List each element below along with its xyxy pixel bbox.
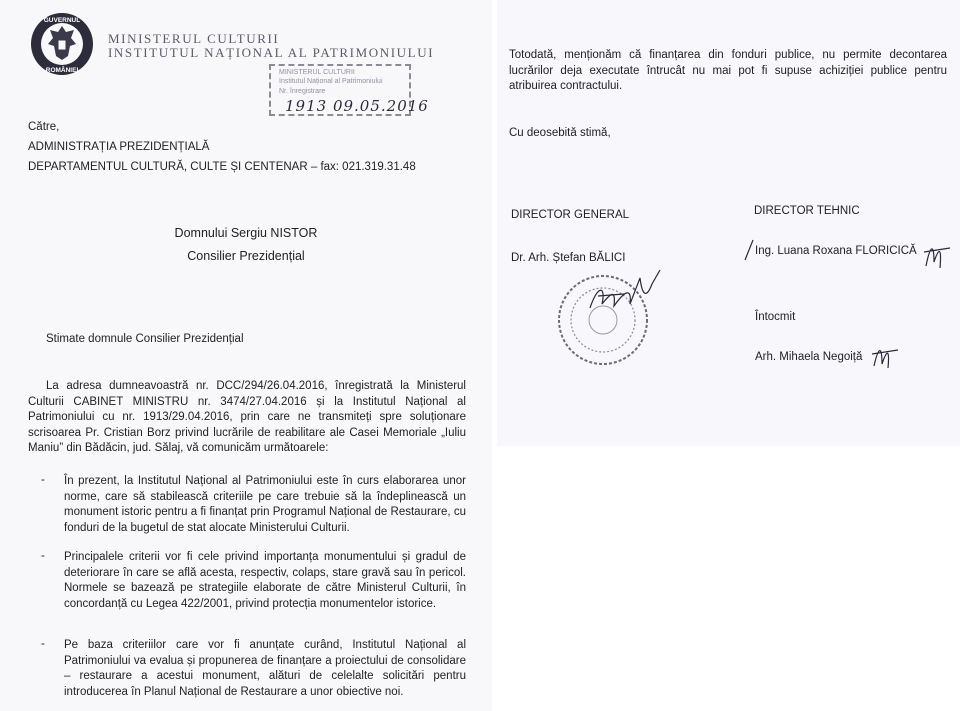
- addressee-name: Domnului Sergiu NISTOR: [174, 226, 318, 240]
- stamp-handwritten-number: 1913 09.05.2016: [285, 97, 429, 115]
- emblem-top-text: GUVERNUL: [43, 17, 81, 24]
- ministry-line-1: MINISTERUL CULTURII: [108, 31, 280, 46]
- salutation: Stimate domnule Consilier Prezidențial: [46, 333, 244, 345]
- continuation-paragraph: Totodată, menționăm că finanțarea din fonduri publice, nu permite decontarea lucrărilor deja executate întrucât nu mai pot fi supuse achiziției publice pentru atribuirea contractului.: [509, 49, 947, 93]
- ministry-line-2: INSTITUTUL NAȚIONAL AL PATRIMONIULUI: [108, 45, 435, 60]
- intocmit-label: Întocmit: [755, 311, 796, 323]
- director-tehnic-title: DIRECTOR TEHNIC: [754, 205, 860, 217]
- intocmit-name: Arh. Mihaela Negoiță: [755, 351, 863, 363]
- emblem-bottom-text: ROMÂNIEI: [45, 67, 79, 74]
- director-tehnic-name: Ing. Luana Roxana FLORICICĂ: [755, 245, 917, 257]
- director-general-name: Dr. Arh. Ștefan BĂLICI: [511, 252, 626, 264]
- bullet-item-2: Principalele criterii vor fi cele privind importanța monumentului și gradul de deteriorare în care se află acesta, respectiv, colaps, stare gravă sau în pericol. Normele se bazează pe strategiile elaborate de către Ministerul Culturii, în concordanță cu Legea 422/2001, privind protecția monumentelor istorice.: [64, 551, 466, 610]
- intocmit-initials-icon: [868, 340, 902, 372]
- director-tehnic-initials-icon: [920, 236, 954, 272]
- intro-paragraph: La adresa dumneavoastră nr. DCC/294/26.04.2016, înregistrată la Ministerul Culturii CABINET MINISTRU nr. 3474/27.04.2016 și la Institutul Național al Patrimoniului cu nr. 1913/29.04.2016, prin care ne transmiteți spre soluționare scrisoarea Pr. Cristian Borz privind lucrările de reabilitare ale Casei Memoriale „Iuliu Maniu” din Bădăcin, jud. Sălaj, vă comunicăm următoarele:: [28, 380, 466, 455]
- director-general-title: DIRECTOR GENERAL: [511, 209, 630, 221]
- bullet-item-1: În prezent, la Institutul Național al Patrimoniului este în curs elaborarea unor norme, care să stabilească criteriile pe care trebuie să la îndeplinească un monument istoric pentru a fi finanțat prin Programul Național de Restaurare, cu fonduri de la bugetul de stat alocate Ministerului Culturii.: [64, 475, 466, 534]
- bullet-dash-1: -: [41, 474, 45, 486]
- romanian-government-emblem-icon: [30, 12, 94, 76]
- addressee-title: Consilier Prezidențial: [187, 249, 305, 263]
- recipient-line-1: ADMINISTRAȚIA PREZIDENȚIALĂ: [28, 141, 210, 153]
- recipient-catre: Către,: [28, 121, 60, 133]
- ministry-heading: [108, 32, 434, 60]
- closing-formula: Cu deosebită stimă,: [509, 127, 611, 139]
- stamp-line-1: MINISTERUL CULTURII: [279, 69, 355, 76]
- bullet-dash-3: -: [41, 638, 45, 650]
- recipient-line-2: DEPARTAMENTUL CULTURĂ, CULTE ȘI CENTENAR – fax: 021.319.31.48: [28, 161, 416, 173]
- stamp-line-2: Institutul Național al Patrimoniului: [279, 78, 383, 85]
- bullet-dash-2: -: [41, 550, 45, 562]
- registration-stamp: [269, 64, 429, 116]
- director-general-signature-icon: [580, 264, 670, 324]
- stamp-line-3: Nr. înregistrare: [279, 88, 326, 95]
- bullet-item-3: Pe baza criteriilor care vor fi anunțate curând, Institutul Național al Patrimoniului va evalua și propunerea de finanțare a proiectului de consolidare – restaurare a acestui monument, alături de celelalte solicitări pentru introducerea în Planul Național de Restaurare a unor obiective noi.: [64, 639, 466, 698]
- slash-mark-icon: [741, 238, 757, 262]
- letter-page-2: [497, 0, 960, 446]
